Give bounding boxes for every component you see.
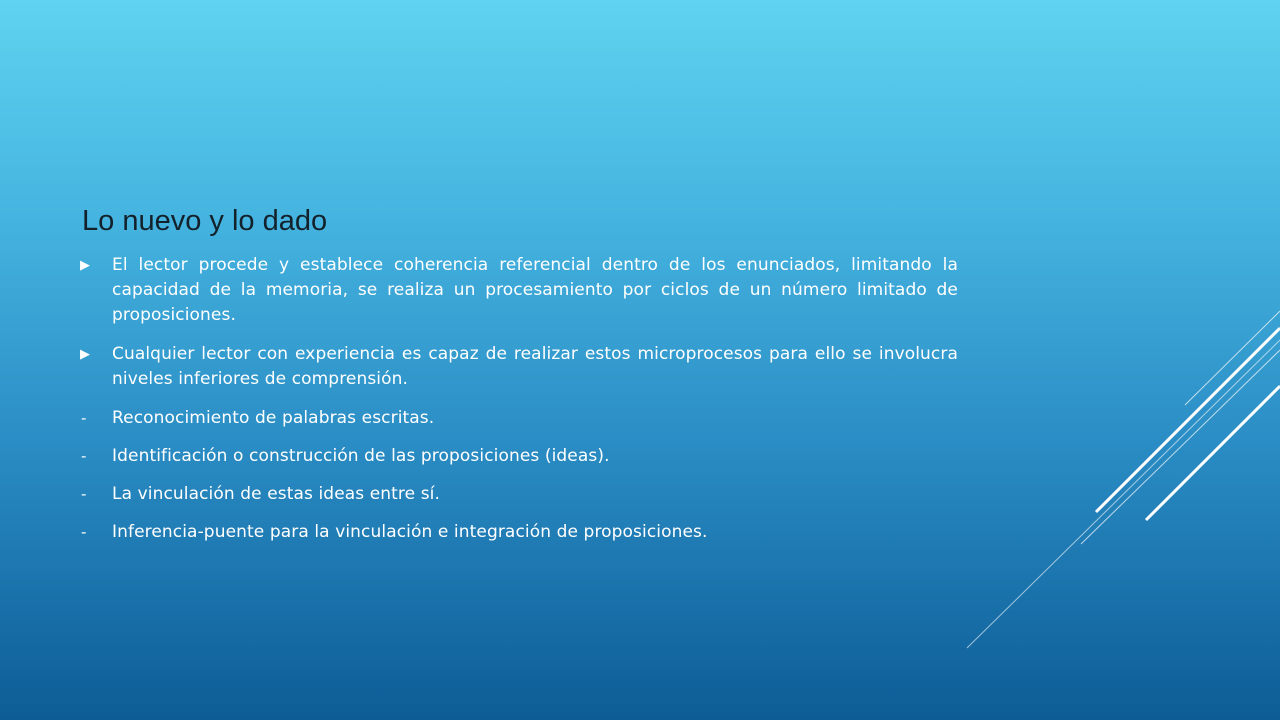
dash-bullet-icon: - [81,485,87,503]
list-item [80,444,958,469]
list-item [80,342,958,392]
deco-line-thin-middle [1081,350,1280,544]
bullet-list [80,253,958,558]
arrow-bullet-icon: ▶ [80,258,91,273]
list-item [80,253,958,328]
list-item-text: Reconocimiento de palabras escritas. [112,408,435,428]
list-item [80,520,958,545]
list-item-text: El lector procede y establece coherencia referencial dentro de los enunciados, limitando la capacidad de la memoria, se realiza un procesamiento por ciclos de un número limitado de proposiciones. [112,255,958,325]
dash-bullet-icon: - [81,523,87,541]
deco-line-thick-upper [1096,328,1280,512]
list-item-text: Identificación o construcción de las proposiciones (ideas). [112,446,610,466]
list-item [80,406,958,431]
deco-line-thick-lower [1146,386,1280,520]
list-item-text: Inferencia-puente para la vinculación e integración de proposiciones. [112,522,708,542]
list-item-text: Cualquier lector con experiencia es capaz de realizar estos microprocesos para ello se involucra niveles inferiores de comprensión. [112,344,958,389]
deco-line-thin-long [967,340,1280,648]
dash-bullet-icon: - [81,409,87,427]
slide-title: Lo nuevo y lo dado [82,205,328,237]
dash-bullet-icon: - [81,447,87,465]
deco-line-thin-upper [1185,311,1280,405]
list-item [80,482,958,507]
arrow-bullet-icon: ▶ [80,347,91,362]
list-item-text: La vinculación de estas ideas entre sí. [112,484,440,504]
